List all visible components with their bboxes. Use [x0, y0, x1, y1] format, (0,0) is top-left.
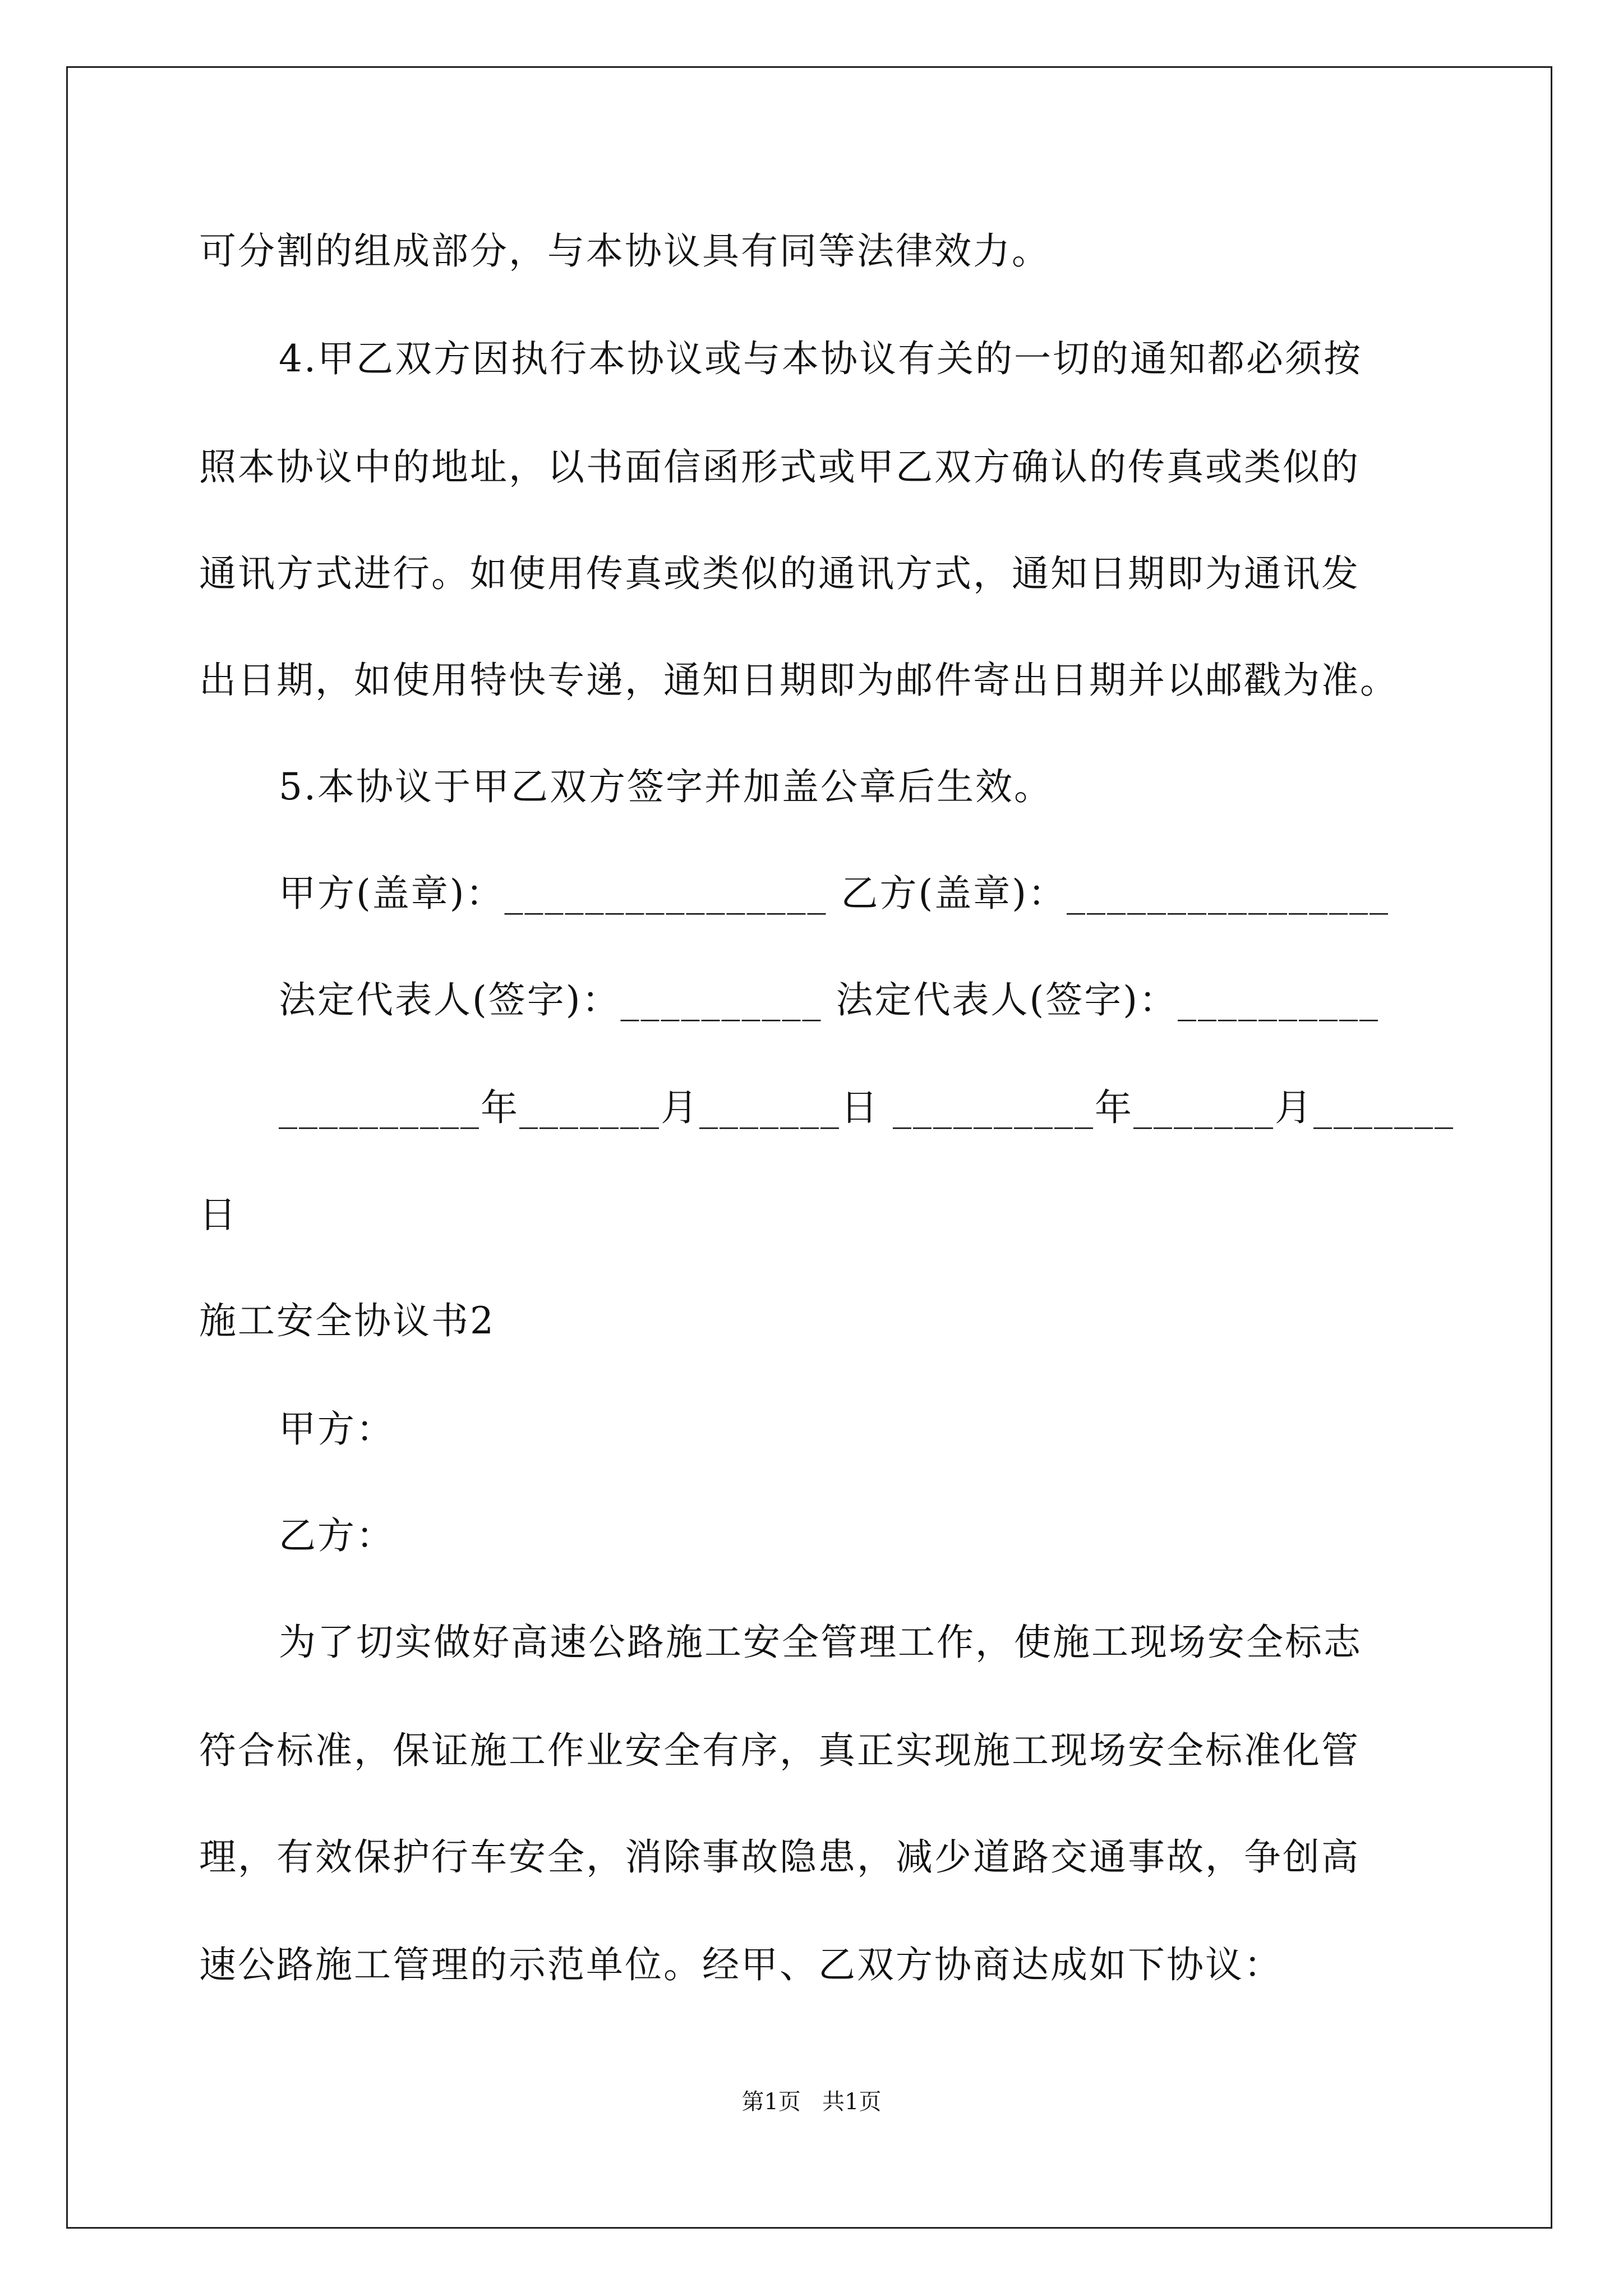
- clause-4-line: 4.甲乙双方因执行本协议或与本协议有关的一切的通知都必须按: [279, 337, 1362, 380]
- page-footer: 第1页 共1页: [741, 2089, 882, 2115]
- seal-line: 甲方(盖章)：________________ 乙方(盖章)：________________: [279, 872, 1390, 915]
- party-b-label: 乙方：: [279, 1514, 395, 1557]
- paragraph-line: 为了切实做好高速公路施工安全管理工作，使施工现场安全标志: [279, 1621, 1362, 1664]
- paragraph-line: 通讯方式进行。如使用传真或类似的通讯方式，通知日期即为通讯发: [199, 552, 1360, 595]
- signature-line: 法定代表人(签字)：__________ 法定代表人(签字)：__________: [279, 978, 1380, 1022]
- page-border: [66, 66, 1552, 2229]
- paragraph-line: 照本协议中的地址，以书面信函形式或甲乙双方确认的传真或类似的: [199, 445, 1360, 489]
- section-title: 施工安全协议书2: [199, 1299, 495, 1342]
- date-line-end: 日: [199, 1193, 238, 1236]
- date-line: __________年_______月_______日 __________年_______月_______: [279, 1086, 1455, 1129]
- paragraph-line: 出日期，如使用特快专递，通知日期即为邮件寄出日期并以邮戳为准。: [199, 659, 1399, 702]
- clause-5-line: 5.本协议于甲乙双方签字并加盖公章后生效。: [279, 765, 1053, 808]
- paragraph-line: 速公路施工管理的示范单位。经甲、乙双方协商达成如下协议：: [199, 1943, 1283, 1986]
- party-a-label: 甲方：: [279, 1407, 395, 1451]
- paragraph-line: 理，有效保护行车安全，消除事故隐患，减少道路交通事故，争创高: [199, 1835, 1360, 1879]
- paragraph-line: 可分割的组成部分，与本协议具有同等法律效力。: [199, 229, 1050, 273]
- paragraph-line: 符合标准，保证施工作业安全有序，真正实现施工现场安全标准化管: [199, 1729, 1360, 1772]
